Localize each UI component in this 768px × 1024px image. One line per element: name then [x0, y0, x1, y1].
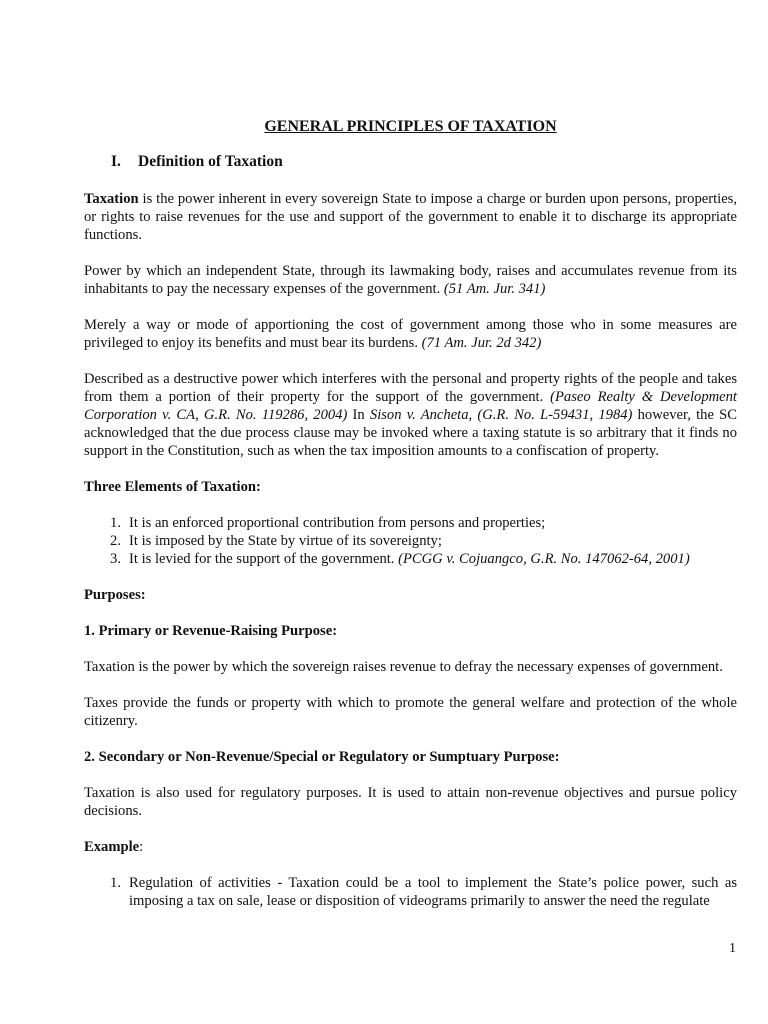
list-item — [84, 514, 737, 532]
paragraph-primary-2: Taxes provide the funds or property with which to promote the general welfare and protection of the whole citizenry. — [84, 695, 737, 729]
paragraph-text: Power by which an independent State, through its lawmaking body, raises and accumulates revenue from its inhabitants to pay the necessary expenses of the government. — [84, 263, 737, 297]
page-number: 1 — [729, 941, 736, 956]
list-item — [84, 874, 737, 910]
paragraph-definition — [84, 190, 737, 244]
citation: (Paseo Realty & Development Corporation v. CA, G.R. No. 119286, 2004) — [84, 389, 737, 423]
list-number: 1. — [110, 875, 121, 891]
document-title: GENERAL PRINCIPLES OF TAXATION — [264, 118, 557, 135]
list-number: 2. — [110, 533, 121, 549]
example-label: Example — [84, 839, 140, 855]
list-text: It is levied for the support of the government. — [129, 551, 399, 567]
elements-heading: Three Elements of Taxation: — [84, 479, 261, 495]
example-colon: : — [139, 839, 144, 855]
section-title: Definition of Taxation — [138, 153, 283, 170]
list-text: It is an enforced proportional contribution from persons and properties; — [129, 515, 546, 531]
citation: (71 Am. Jur. 2d 342) — [421, 335, 542, 351]
section-number: I. — [111, 153, 121, 170]
secondary-purpose-heading: 2. Secondary or Non-Revenue/Special or Regulatory or Sumptuary Purpose: — [84, 749, 560, 765]
list-number: 1. — [110, 515, 121, 531]
paragraph-secondary-1: Taxation is also used for regulatory purposes. It is used to attain non-revenue objectives and pursue policy decisions. — [84, 785, 737, 819]
primary-purpose-heading: 1. Primary or Revenue-Raising Purpose: — [84, 623, 338, 639]
section-heading — [84, 153, 737, 171]
document-body — [84, 118, 737, 928]
elements-list — [84, 514, 737, 568]
list-text: It is imposed by the State by virtue of its sovereignty; — [129, 533, 442, 549]
examples-list — [84, 874, 737, 910]
paragraph-text: In — [347, 407, 370, 423]
paragraph-destructive-power — [84, 370, 737, 460]
list-item — [84, 550, 737, 568]
citation: (PCGG v. Cojuangco, G.R. No. 147062-64, 2001) — [398, 551, 690, 567]
citation: (51 Am. Jur. 341) — [443, 281, 546, 297]
paragraph-power — [84, 262, 737, 298]
paragraph-text: Described as a destructive power which interferes with the personal and property rights of the people and takes from them a portion of their property for the support of the government. — [84, 371, 737, 405]
paragraph-apportioning — [84, 316, 737, 352]
citation: Sison v. Ancheta, (G.R. No. L-59431, 1984) — [369, 407, 633, 423]
list-item — [84, 532, 737, 550]
paragraph-text: however, the SC acknowledged that the due process clause may be invoked where a taxing statute is so arbitrary that it finds no support in the Constitution, such as when the tax imposition amounts to a confiscation of property. — [84, 407, 738, 459]
list-number: 3. — [110, 551, 121, 567]
list-text: Regulation of activities - Taxation could be a tool to implement the State’s police power, such as imposing a tax on sale, lease or disposition of videograms primarily to answer the need the regulate — [129, 875, 737, 909]
paragraph-text: Merely a way or mode of apportioning the cost of government among those who in some measures are privileged to enjoy its benefits and must bear its burdens. — [84, 317, 737, 351]
purposes-heading: Purposes: — [84, 587, 146, 603]
term-taxation: Taxation — [84, 191, 139, 207]
example-heading — [84, 838, 737, 856]
paragraph-text: is the power inherent in every sovereign State to impose a charge or burden upon persons, properties, or rights to raise revenues for the use and support of the government to enable it to discharge its appropriate functions. — [84, 191, 737, 243]
paragraph-primary-1: Taxation is the power by which the sovereign raises revenue to defray the necessary expenses of government. — [84, 659, 723, 675]
